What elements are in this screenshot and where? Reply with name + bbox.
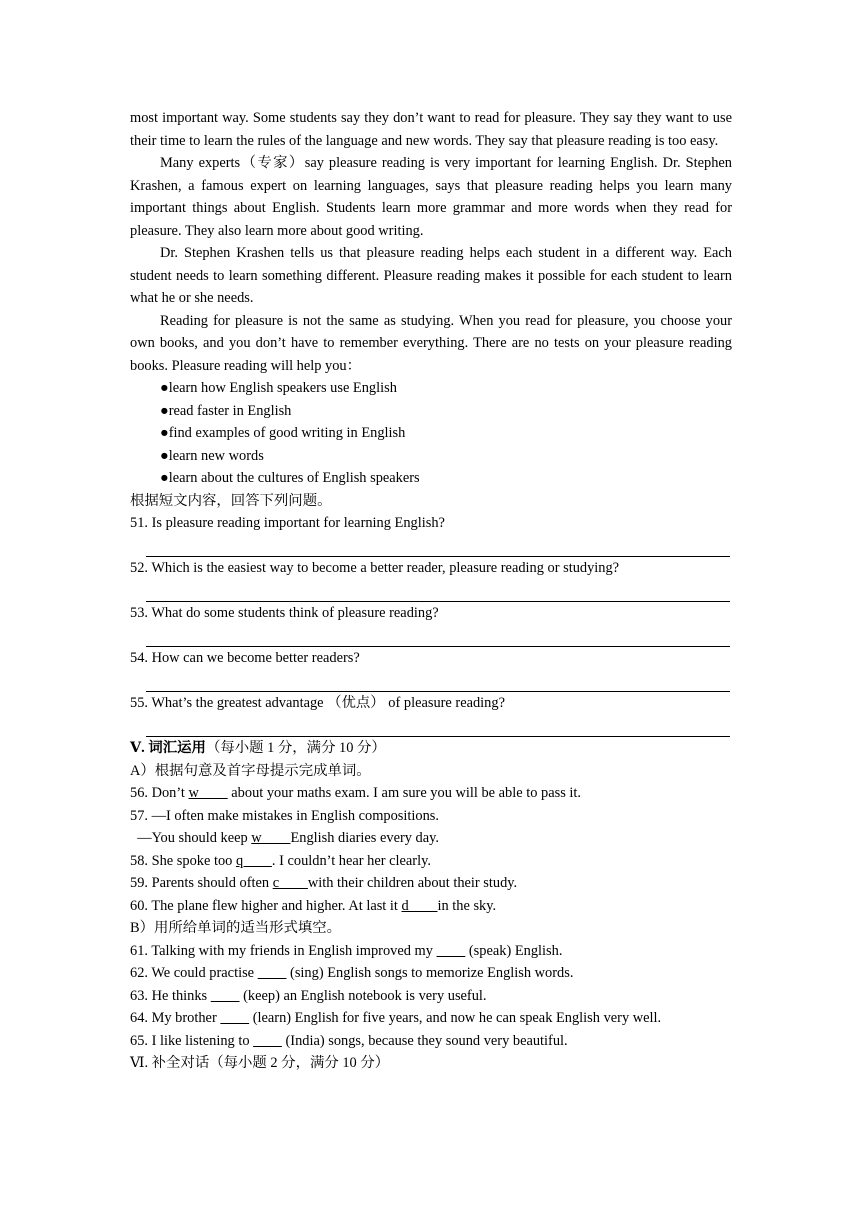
fill-blank[interactable] [253,1033,282,1049]
question-53: 53. What do some students think of pleasure reading? [130,605,439,621]
section-5-title-rest: （每小题 1 分，满分 10 分） [205,740,386,756]
item-text: 60. The plane flew higher and higher. At last it [130,897,402,914]
fill-blank[interactable]: w [251,830,291,846]
passage-paragraph-2: Many experts（专家）say pleasure reading is very important for learning English. Dr. Stephen Krashen, a famous expert on learning languages, says that pleasure reading helps you learn many important things about English. Students learn more grammar and more words when they read for pleasure. They also learn more about good writing. [130,155,732,239]
answer-line-52[interactable] [146,580,730,603]
vocab-item-58 [130,850,732,873]
vocab-item-59 [130,872,732,895]
answer-line-51[interactable] [146,535,730,558]
bullet-item: ●find examples of good writing in English [160,425,406,441]
item-text: (keep) an English notebook is very useful. [239,987,487,1004]
vocab-item-63 [130,985,732,1008]
question-52: 52. Which is the easiest way to become a better reader, pleasure reading or studying? [130,560,620,576]
item-text: —You should keep [130,830,252,846]
passage-paragraph-1: most important way. Some students say they don’t want to read for pleasure. They say they want to use their time to learn the rules of the language and new words. They say that pleasure reading is too easy. [130,110,732,149]
item-text: 56. Don’t [130,785,189,801]
bullet-item: ●read faster in English [160,402,292,419]
vocab-item-60 [130,895,732,918]
fill-blank[interactable]: w [188,785,228,801]
bullet-item: ●learn new words [160,447,264,464]
item-text: (sing) English songs to memorize English words. [286,965,574,981]
answer-line-54[interactable] [146,670,730,693]
section-6-title: Ⅵ. 补全对话（每小题 2 分，满分 10 分） [130,1055,390,1071]
section-5-title [130,737,732,760]
answer-line-55[interactable] [146,715,730,738]
bullet-item: ●learn about the cultures of English speakers [160,470,420,486]
fill-blank[interactable]: d [401,897,438,914]
item-text: 61. Talking with my friends in English improved my [130,942,437,959]
page-content [130,107,732,1075]
vocab-item-65 [130,1030,732,1053]
vocab-item-61 [130,940,732,963]
item-text: about your maths exam. I am sure you will be able to pass it. [227,785,581,801]
item-text: (India) songs, because they sound very beautiful. [281,1032,568,1049]
fill-blank[interactable] [258,965,287,981]
passage-paragraph-3: Dr. Stephen Krashen tells us that pleasure reading helps each student in a different way. Each student needs to learn something different. Pleasure reading makes it possible for each student to learn what he or she needs. [130,245,732,306]
fill-blank[interactable] [211,988,240,1004]
fill-blank[interactable] [220,1010,249,1026]
item-text: 57. —I often make mistakes in English compositions. [130,807,439,824]
vocab-item-64 [130,1007,732,1030]
section-5-title-bold: Ⅴ. 词汇运用 [130,740,206,756]
item-text: 65. I like listening to [130,1032,254,1049]
item-text: 63. He thinks [130,987,211,1004]
vocab-item-62 [130,962,732,985]
passage-paragraph-4: Reading for pleasure is not the same as studying. When you read for pleasure, you choose your own books, and you don’t have to remember everything. There are no tests on your pleasure reading books. Pleasure reading will help you： [130,312,732,374]
fill-blank[interactable] [437,943,466,959]
question-51: 51. Is pleasure reading important for learning English? [130,515,445,531]
question-55: 55. What’s the greatest advantage （优点） of pleasure reading? [130,695,505,711]
question-54: 54. How can we become better readers? [130,650,360,666]
bullet-item: ●learn how English speakers use English [160,380,397,396]
item-text: English diaries every day. [290,830,439,846]
item-text: (speak) English. [465,942,563,959]
answer-line-53[interactable] [146,625,730,648]
vocab-item-57 [130,805,732,828]
item-text: (learn) English for five years, and now he can speak English very well. [249,1010,662,1026]
item-text: 64. My brother [130,1010,221,1026]
item-text: in the sky. [437,897,497,914]
item-text: 59. Parents should often [130,875,273,891]
reading-instruction: 根据短文内容，回答下列问题。 [130,492,332,509]
item-text: 62. We could practise [130,965,258,981]
vocab-item-56 [130,782,732,805]
item-text: with their children about their study. [307,875,518,891]
item-text: . I couldn’t hear her clearly. [271,852,431,869]
fill-blank[interactable]: c [272,875,308,891]
section-5-part-a: A）根据句意及首字母提示完成单词。 [130,762,371,779]
item-text: 58. She spoke too [130,852,236,869]
vocab-item-57-reply [130,827,732,850]
section-5-part-b: B）用所给单词的适当形式填空。 [130,920,342,936]
fill-blank[interactable]: q [235,852,272,869]
